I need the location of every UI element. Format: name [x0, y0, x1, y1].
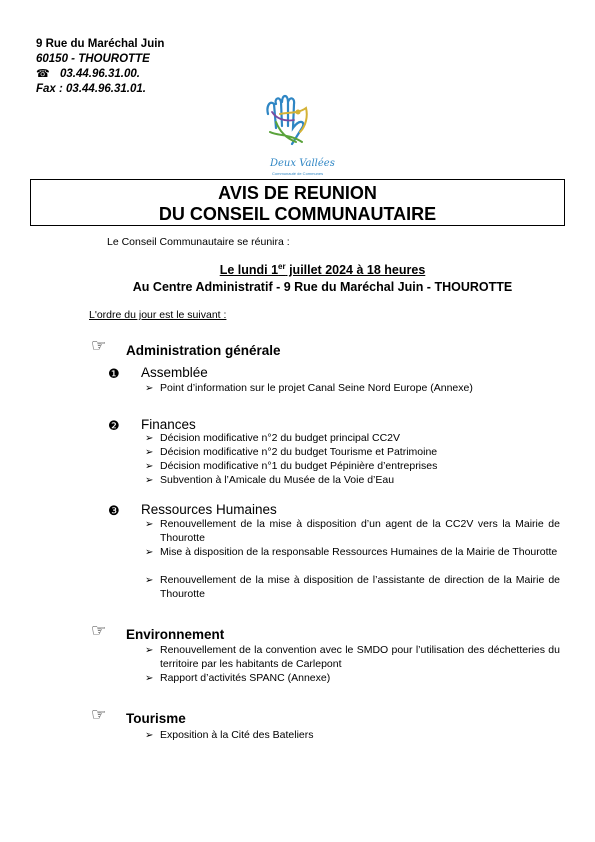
intro-text: Le Conseil Communautaire se réunira :	[107, 236, 290, 248]
arrow-bullet-icon: ➢	[145, 575, 154, 586]
arrow-bullet-icon: ➢	[145, 519, 154, 530]
address-phone	[36, 67, 140, 82]
subsection-title: Assemblée	[141, 365, 208, 380]
meeting-place: Au Centre Administratif - 9 Rue du Maréchal Juin - THOUROTTE	[132, 280, 513, 294]
arrow-bullet-icon: ➢	[145, 461, 154, 472]
arrow-bullet-icon: ➢	[145, 645, 154, 656]
pointing-hand-icon: ☞	[91, 705, 107, 724]
logo-name: Deux Vallées	[270, 158, 335, 169]
arrow-bullet-icon: ➢	[145, 447, 154, 458]
arrow-bullet-icon: ➢	[145, 673, 154, 684]
agenda-item: ➢ Point d’information sur le projet Canal Seine Nord Europe (Annexe)	[145, 382, 473, 394]
section-title: Tourisme	[126, 711, 186, 726]
agenda-item: ➢ Mise à disposition de la responsable Ressources Humaines de la Mairie de Thourotte	[145, 546, 558, 558]
agenda-item: ➢ Rapport d’activités SPANC (Annexe)	[145, 672, 331, 684]
meeting-date	[0, 263, 595, 277]
deux-vallees-logo	[250, 92, 350, 178]
agenda-item: ➢ Renouvellement de la mise à disposition d’un agent de la CC2V vers la Mairie de Thourotte	[145, 518, 560, 544]
agenda-item: ➢ Décision modificative n°2 du budget Tourisme et Patrimoine	[145, 446, 438, 458]
arrow-bullet-icon: ➢	[145, 547, 154, 558]
subsection-title: Finances	[141, 417, 196, 432]
number-three-icon: ❸	[108, 503, 120, 518]
agenda-intro: L'ordre du jour est le suivant :	[89, 309, 227, 321]
date-part-1: Le lundi 1	[219, 263, 279, 277]
arrow-bullet-icon: ➢	[145, 730, 154, 741]
agenda-item: ➢ Subvention à l’Amicale du Musée de la Voie d’Eau	[145, 474, 395, 486]
section-title: Administration générale	[126, 343, 281, 358]
section-title: Environnement	[126, 627, 225, 642]
address-fax: Fax : 03.44.96.31.01.	[36, 83, 146, 95]
date-part-2: juillet 2024 à 18 heures	[285, 263, 426, 277]
agenda-item: ➢ Décision modificative n°1 du budget Pépinière d’entreprises	[145, 460, 438, 472]
arrow-bullet-icon: ➢	[145, 475, 154, 486]
agenda-item: ➢ Décision modificative n°2 du budget principal CC2V	[145, 432, 400, 444]
telephone-icon: ☎	[36, 68, 50, 80]
logo-subtitle: Communauté de Communes	[272, 171, 324, 176]
title-box	[30, 179, 565, 226]
arrow-bullet-icon: ➢	[145, 433, 154, 444]
address-city: 60150 - THOUROTTE	[36, 53, 150, 65]
agenda-item: ➢ Renouvellement de la mise à disposition de l’assistante de direction de la Mairie de Thourotte	[145, 574, 560, 600]
number-one-icon: ❶	[108, 366, 120, 381]
date-superscript: er	[278, 262, 286, 271]
agenda-item: ➢ Exposition à la Cité des Bateliers	[145, 729, 314, 741]
title-line-2: DU CONSEIL COMMUNAUTAIRE	[158, 204, 437, 224]
title-line-1: AVIS DE REUNION	[218, 183, 377, 203]
arrow-bullet-icon: ➢	[145, 383, 154, 394]
pointing-hand-icon: ☞	[91, 621, 107, 640]
number-two-icon: ❷	[108, 418, 120, 433]
address-street: 9 Rue du Maréchal Juin	[36, 38, 165, 50]
subsection-title: Ressources Humaines	[141, 502, 277, 517]
pointing-hand-icon: ☞	[91, 336, 107, 355]
phone-number: 03.44.96.31.00.	[60, 68, 140, 80]
agenda-item: ➢ Renouvellement de la convention avec le SMDO pour l’utilisation des déchetteries du territoire par les habitants de Carlepont	[145, 644, 560, 670]
